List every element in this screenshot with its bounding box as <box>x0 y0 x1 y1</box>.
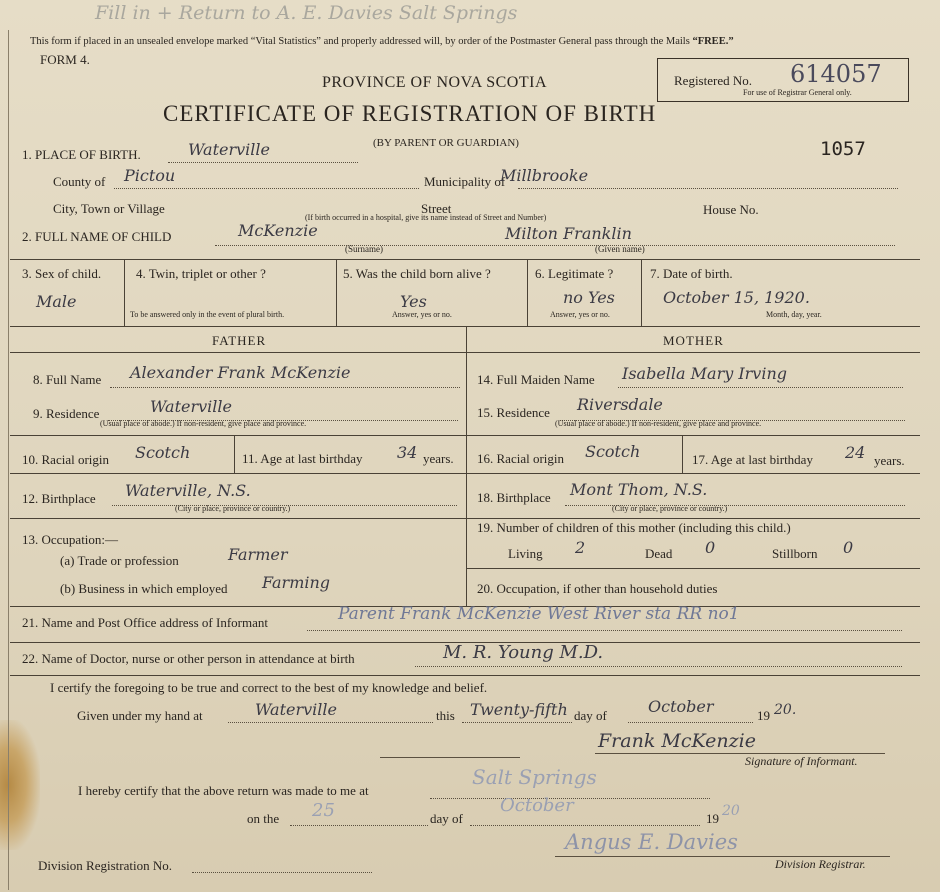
dob-label: 7. Date of birth. <box>650 266 733 281</box>
informant-value: Parent Frank McKenzie West River sta RR no1 <box>338 604 740 624</box>
on-day-line <box>290 825 428 826</box>
county-label: County of <box>53 174 106 189</box>
city-label: City, Town or Village <box>53 201 165 216</box>
mother-occupation-label: 20. Occupation, if other than household duties <box>477 581 718 596</box>
father-name-value: Alexander Frank McKenzie <box>130 363 351 382</box>
father-business-value: Farming <box>262 573 331 592</box>
twin-label: 4. Twin, triplet or other ? <box>136 266 266 281</box>
child-given-value: Milton Franklin <box>505 224 632 243</box>
mother-children-label: 19. Number of children of this mother (including this child.) <box>477 520 791 535</box>
division-no-line <box>192 872 372 873</box>
row3-divider-3 <box>527 259 528 326</box>
legitimate-value: no Yes <box>563 288 615 307</box>
registrar-certify-text: I hereby certify that the above return was made to me at <box>78 783 369 798</box>
street-label: Street <box>421 201 452 216</box>
mother-birthplace-note: (City or place, province or country.) <box>612 504 728 513</box>
row3-bottom-rule <box>10 326 920 327</box>
father-rule-1 <box>10 435 466 436</box>
legitimate-note: Answer, yes or no. <box>550 310 610 319</box>
alive-note: Answer, yes or no. <box>392 310 452 319</box>
surname-note: (Surname) <box>345 244 383 254</box>
day-of-label: day of <box>574 708 607 723</box>
place-of-birth-label: 1. PLACE OF BIRTH. <box>22 147 141 162</box>
left-margin-line <box>8 30 9 890</box>
father-trade-label: (a) Trade or profession <box>60 553 179 568</box>
alive-value: Yes <box>400 292 427 311</box>
county-line <box>114 188 419 189</box>
parents-heading-rule <box>10 352 920 353</box>
father-rule-3 <box>10 518 466 519</box>
informant-signature: Frank McKenzie <box>598 730 756 752</box>
separator-rule <box>380 757 520 758</box>
province-heading: PROVINCE OF NOVA SCOTIA <box>322 74 548 91</box>
certify-text: I certify the foregoing to be true and correct to the best of my knowledge and belief. <box>50 680 488 695</box>
mother-name-value: Isabella Mary Irving <box>622 364 788 383</box>
legitimate-label: 6. Legitimate ? <box>535 266 614 281</box>
registrar-signature: Angus E. Davies <box>565 830 738 854</box>
mother-age-divider <box>682 435 683 473</box>
registrar-place-value: Salt Springs <box>472 765 597 789</box>
signature-informant-label: Signature of Informant. <box>745 754 858 768</box>
mother-abode-note: (Usual place of abode.) If non-resident, give place and province. <box>555 419 762 428</box>
registrar-year-value: 20 <box>722 803 740 819</box>
mother-birthplace-label: 18. Birthplace <box>477 490 551 505</box>
municipality-label: Municipality of <box>424 174 506 189</box>
father-residence-label: 9. Residence <box>33 406 100 421</box>
sex-label: 3. Sex of child. <box>22 266 102 281</box>
mother-rule-1 <box>466 435 920 436</box>
registrar-month-value: October <box>500 795 574 816</box>
registrar-day-of-label: day of <box>430 811 463 826</box>
father-business-label: (b) Business in which employed <box>60 581 228 596</box>
mother-name-line <box>618 387 903 388</box>
form-number: FORM 4. <box>40 52 90 67</box>
parents-center-divider <box>466 326 467 606</box>
this-day-line <box>462 722 572 723</box>
certificate-subtitle: (BY PARENT OR GUARDIAN) <box>373 137 519 149</box>
row3-divider-1 <box>124 259 125 326</box>
given-place-line <box>228 722 433 723</box>
mother-rule-3 <box>466 518 920 519</box>
given-year-prefix: 19 <box>757 708 770 723</box>
mother-heading: MOTHER <box>663 333 724 348</box>
month-line <box>628 722 753 723</box>
father-birthplace-note: (City or place, province or country.) <box>175 504 291 513</box>
doctor-line <box>415 666 902 667</box>
child-surname-value: McKenzie <box>238 221 318 240</box>
father-birthplace-value: Waterville, N.S. <box>125 481 251 500</box>
father-years: years. <box>423 451 454 466</box>
father-racial-value: Scotch <box>135 443 191 462</box>
living-label: Living <box>508 546 543 561</box>
alive-label: 5. Was the child born alive ? <box>343 266 491 281</box>
hospital-note: (If birth occurred in a hospital, give its name instead of Street and Number) <box>305 213 547 222</box>
mother-residence-label: 15. Residence <box>477 405 550 420</box>
mother-name-label: 14. Full Maiden Name <box>477 372 595 387</box>
division-registration-label: Division Registration No. <box>38 858 172 873</box>
municipality-value: Millbrooke <box>500 166 589 185</box>
this-label: this <box>436 708 455 723</box>
mother-rule-2 <box>466 473 920 474</box>
stamp-number: 1057 <box>820 138 866 160</box>
father-abode-note: (Usual place of abode.) If non-resident, give place and province. <box>100 419 307 428</box>
place-line <box>168 162 358 163</box>
registered-value: 614057 <box>790 60 882 88</box>
father-age-label: 11. Age at last birthday <box>242 451 363 466</box>
water-stain <box>0 720 40 850</box>
given-under-label: Given under my hand at <box>77 708 203 723</box>
on-the-label: on the <box>247 811 280 826</box>
child-name-line <box>215 245 895 246</box>
father-birthplace-label: 12. Birthplace <box>22 491 96 506</box>
mother-residence-value: Riversdale <box>577 395 663 414</box>
dob-value: October 15, 1920. <box>663 288 810 307</box>
father-rule-2 <box>10 473 466 474</box>
doctor-rule <box>10 675 920 676</box>
father-racial-label: 10. Racial origin <box>22 452 110 467</box>
dead-value: 0 <box>705 538 716 557</box>
father-residence-value: Waterville <box>150 397 232 416</box>
sex-value: Male <box>36 292 77 311</box>
registrar-day-value: 25 <box>312 800 335 821</box>
father-age-value: 34 <box>397 443 418 462</box>
child-name-label: 2. FULL NAME OF CHILD <box>22 229 172 244</box>
informant-line <box>307 630 902 631</box>
mother-racial-value: Scotch <box>585 442 641 461</box>
row3-top-rule <box>10 259 920 260</box>
father-age-divider <box>234 435 235 473</box>
father-occupation-label: 13. Occupation:— <box>22 532 119 547</box>
father-name-line <box>110 387 460 388</box>
mother-birthplace-value: Mont Thom, N.S. <box>570 480 708 499</box>
county-value: Pictou <box>124 166 176 185</box>
stillborn-label: Stillborn <box>772 546 818 561</box>
given-month-value: October <box>648 697 714 716</box>
mother-rule-4 <box>466 568 920 569</box>
given-name-note: (Given name) <box>595 244 645 254</box>
father-trade-value: Farmer <box>228 545 288 564</box>
this-day-value: Twenty-fifth <box>470 700 568 719</box>
mail-notice: This form if placed in an unsealed envelope marked “Vital Statistics” and properly addressed will, by order of the Postmaster General pass through the Mails “FREE.” <box>30 36 734 47</box>
place-of-birth-value: Waterville <box>188 140 270 159</box>
doctor-label: 22. Name of Doctor, nurse or other person in attendance at birth <box>22 651 355 666</box>
doctor-value: M. R. Young M.D. <box>443 642 604 663</box>
municipality-line <box>518 188 898 189</box>
division-registrar-label: Division Registrar. <box>775 857 866 871</box>
pencil-note: Fill in + Return to A. E. Davies Salt Springs <box>95 2 518 24</box>
certificate-title: CERTIFICATE OF REGISTRATION OF BIRTH <box>163 101 657 126</box>
registrar-month-line <box>470 825 700 826</box>
twin-note: To be answered only in the event of plural birth. <box>130 310 285 319</box>
registered-label: Registered No. <box>674 73 752 88</box>
mother-years: years. <box>874 453 905 468</box>
dob-note: Month, day, year. <box>766 310 822 319</box>
mother-age-label: 17. Age at last birthday <box>692 452 813 467</box>
given-year-value: 20. <box>774 702 797 718</box>
row3-divider-4 <box>641 259 642 326</box>
given-place-value: Waterville <box>255 700 337 719</box>
father-name-label: 8. Full Name <box>33 372 102 387</box>
living-value: 2 <box>575 538 586 557</box>
house-label: House No. <box>703 202 759 217</box>
stillborn-value: 0 <box>843 538 854 557</box>
mother-racial-label: 16. Racial origin <box>477 451 565 466</box>
mother-age-value: 24 <box>845 443 866 462</box>
father-heading: FATHER <box>212 333 267 348</box>
row3-divider-2 <box>336 259 337 326</box>
dead-label: Dead <box>645 546 673 561</box>
registered-note: For use of Registrar General only. <box>743 88 852 97</box>
informant-label: 21. Name and Post Office address of Informant <box>22 615 268 630</box>
registrar-year-prefix: 19 <box>706 811 719 826</box>
